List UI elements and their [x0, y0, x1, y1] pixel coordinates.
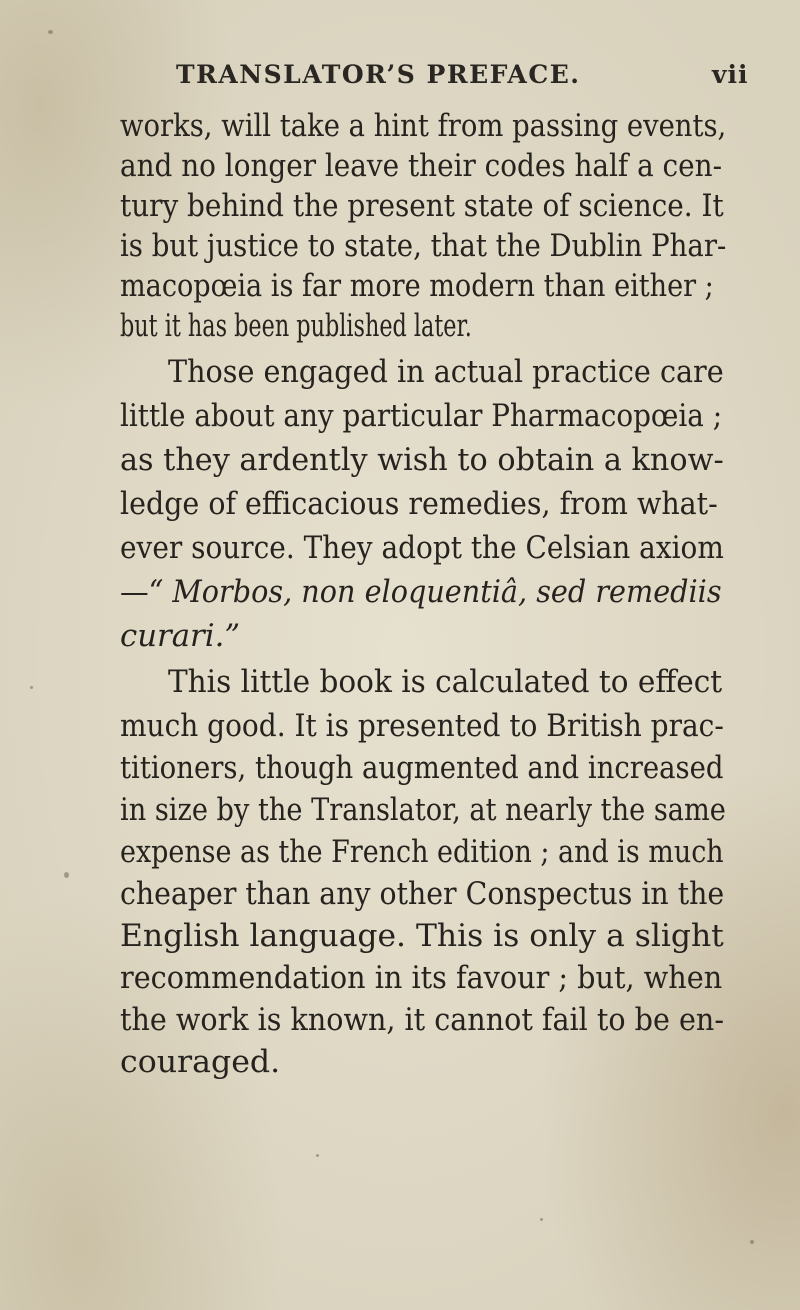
text-line: the work is known, it cannot fail to be en-	[120, 1002, 724, 1038]
text-line: ledge of efficacious remedies, from what-	[120, 486, 718, 522]
page-number: vii	[712, 60, 749, 89]
text-line-quote: curari.”	[120, 618, 241, 654]
text-line: English language. This is only a slight	[120, 918, 724, 954]
text-line: expense as the French edition ; and is much	[120, 834, 724, 870]
text-line: tury behind the present state of science. It	[120, 188, 724, 224]
text-line: couraged.	[120, 1044, 281, 1080]
text-line: cheaper than any other Conspectus in the	[120, 876, 725, 912]
text-line: recommendation in its favour ; but, when	[120, 960, 723, 996]
text-line: little about any particular Pharmacopœia ;	[120, 398, 723, 434]
text-line-quote: —“ Morbos, non eloquentiâ, sed remediis	[120, 574, 722, 610]
page-header	[0, 54, 800, 94]
text-line: as they ardently wish to obtain a know-	[120, 442, 724, 478]
text-line: much good. It is presented to British prac-	[120, 708, 724, 744]
text-line: Those engaged in actual practice care	[168, 354, 724, 390]
text-line: is but justice to state, that the Dublin Phar-	[120, 228, 727, 264]
text-line: This little book is calculated to effect	[168, 664, 723, 700]
paper-speck	[48, 30, 53, 34]
text-line: in size by the Translator, at nearly the same	[120, 792, 726, 828]
text-line: macopœia is far more modern than either ;	[120, 268, 714, 304]
text-line: and no longer leave their codes half a cen-	[120, 148, 722, 184]
text-line: works, will take a hint from passing events,	[120, 108, 727, 144]
running-title: TRANSLATOR’S PREFACE.	[176, 60, 581, 89]
text-line: but it has been published later.	[120, 308, 472, 344]
text-line: ever source. They adopt the Celsian axiom	[120, 530, 724, 566]
paper-speck	[750, 1240, 754, 1244]
paper-speck	[316, 1154, 319, 1157]
paper-speck	[540, 1218, 543, 1221]
text-line: titioners, though augmented and increased	[120, 750, 724, 786]
paper-speck	[64, 872, 69, 878]
paper-speck	[30, 686, 33, 689]
